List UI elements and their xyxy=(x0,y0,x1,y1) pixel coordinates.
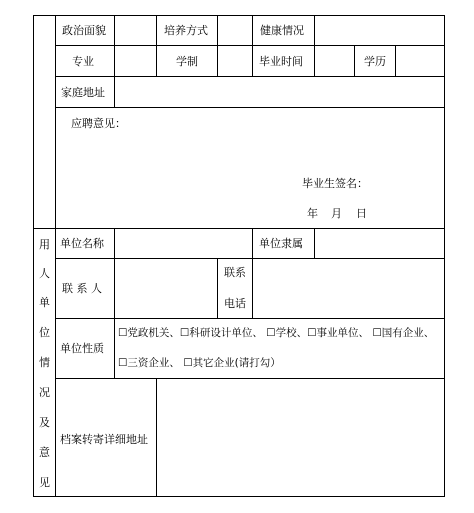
home-address-label: 家庭地址 xyxy=(61,86,105,99)
col-line-nature xyxy=(114,318,115,379)
employer-section-char-7: 及 xyxy=(39,416,50,429)
date-month-label: 月 xyxy=(331,207,342,220)
unit-nature-options-line1[interactable]: ☐党政机关、☐科研设计单位、 ☐学校、☐事业单位、 ☐国有企业、 xyxy=(118,327,435,339)
study-length-field[interactable] xyxy=(218,47,251,76)
contact-phone-label-line1: 联系 xyxy=(224,266,246,279)
major-field[interactable] xyxy=(115,47,155,76)
graduate-signature-label: 毕业生签名： xyxy=(302,177,368,190)
col-line-b-top xyxy=(156,15,157,77)
employer-section-char-8: 意 xyxy=(39,446,50,459)
date-day-label: 日 xyxy=(356,207,367,220)
archive-address-field[interactable] xyxy=(157,379,443,495)
employer-section-char-3: 单 xyxy=(39,296,50,309)
application-opinion-label: 应聘意见： xyxy=(71,117,126,130)
employer-section-char-4: 位 xyxy=(39,326,50,339)
col-line-right xyxy=(444,15,445,497)
col-line-inner-left xyxy=(55,15,56,497)
contact-phone-field[interactable] xyxy=(253,259,443,318)
col-line-f-top xyxy=(354,46,355,77)
employer-section-char-5: 情 xyxy=(39,356,50,369)
political-status-field[interactable] xyxy=(115,16,155,45)
unit-name-label: 单位名称 xyxy=(60,237,104,250)
political-status-label: 政治面貌 xyxy=(62,24,106,37)
employer-section-char-9: 见 xyxy=(39,476,50,489)
graduation-time-label: 毕业时间 xyxy=(259,55,303,68)
education-label: 学历 xyxy=(364,55,386,68)
training-mode-label: 培养方式 xyxy=(164,24,208,37)
row-line-bottom xyxy=(33,496,445,497)
major-label: 专业 xyxy=(72,55,94,68)
health-field[interactable] xyxy=(315,16,443,45)
contact-person-label: 联 系 人 xyxy=(62,282,102,295)
col-line-d-unit xyxy=(252,228,253,259)
unit-affiliation-label: 单位隶属 xyxy=(259,237,303,250)
date-year-label: 年 xyxy=(307,207,318,220)
contact-phone-label-line2: 电话 xyxy=(224,297,246,310)
employer-section-char-2: 人 xyxy=(39,267,50,280)
home-address-field[interactable] xyxy=(115,78,443,107)
contact-person-field[interactable] xyxy=(115,259,216,318)
col-line-phone-left xyxy=(217,258,218,319)
unit-name-field[interactable] xyxy=(115,229,251,258)
education-field[interactable] xyxy=(396,47,443,76)
archive-address-label: 档案转寄详细地址 xyxy=(60,433,148,446)
application-opinion-field[interactable] xyxy=(56,132,444,172)
unit-nature-label: 单位性质 xyxy=(60,342,104,355)
training-mode-field[interactable] xyxy=(218,16,251,45)
employer-section-char-1: 用 xyxy=(39,238,50,251)
study-length-label: 学制 xyxy=(176,55,198,68)
health-label: 健康情况 xyxy=(260,24,304,37)
employer-section-char-6: 况 xyxy=(39,386,50,399)
graduation-time-field[interactable] xyxy=(315,47,353,76)
col-line-d-top xyxy=(252,15,253,77)
unit-affiliation-field[interactable] xyxy=(315,229,443,258)
unit-nature-options-line2[interactable]: ☐三资企业、 ☐其它企业(请打勾） xyxy=(118,357,281,369)
